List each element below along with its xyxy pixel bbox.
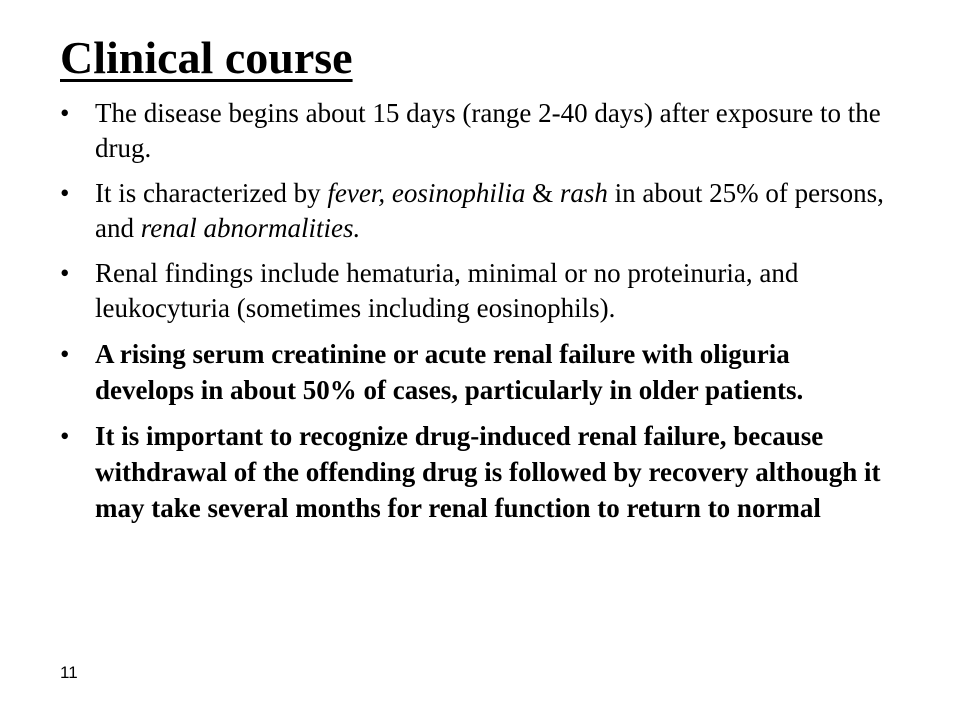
bullet-item (60, 418, 890, 526)
bullet-item (60, 256, 890, 326)
slide-number: 11 (60, 663, 78, 682)
bullet-item (60, 96, 890, 166)
bullet-text: It is characterized by fever, eosinophilia & rash in about 25% of persons, and renal abnormalities. (95, 178, 884, 243)
bullet-text: The disease begins about 15 days (range 2-40 days) after exposure to the drug. (95, 98, 881, 163)
bullet-marker: • (60, 421, 70, 451)
bullet-list (60, 96, 890, 536)
bullet-marker: • (60, 178, 70, 208)
bullet-item (60, 176, 890, 246)
bullet-text: A rising serum creatinine or acute renal failure with oliguria develops in about 50% of cases, particularly in older patients. (95, 339, 804, 405)
bullet-marker: • (60, 258, 70, 288)
bullet-marker: • (60, 98, 70, 128)
bullet-text: It is important to recognize drug-induced renal failure, because withdrawal of the offending drug is followed by recovery although it may take several months for renal function to return to normal (95, 421, 881, 523)
slide-title: Clinical course (60, 32, 353, 83)
bullet-text: Renal findings include hematuria, minimal or no proteinuria, and leukocyturia (sometimes including eosinophils). (95, 258, 799, 323)
bullet-marker: • (60, 339, 70, 369)
bullet-item (60, 336, 890, 408)
